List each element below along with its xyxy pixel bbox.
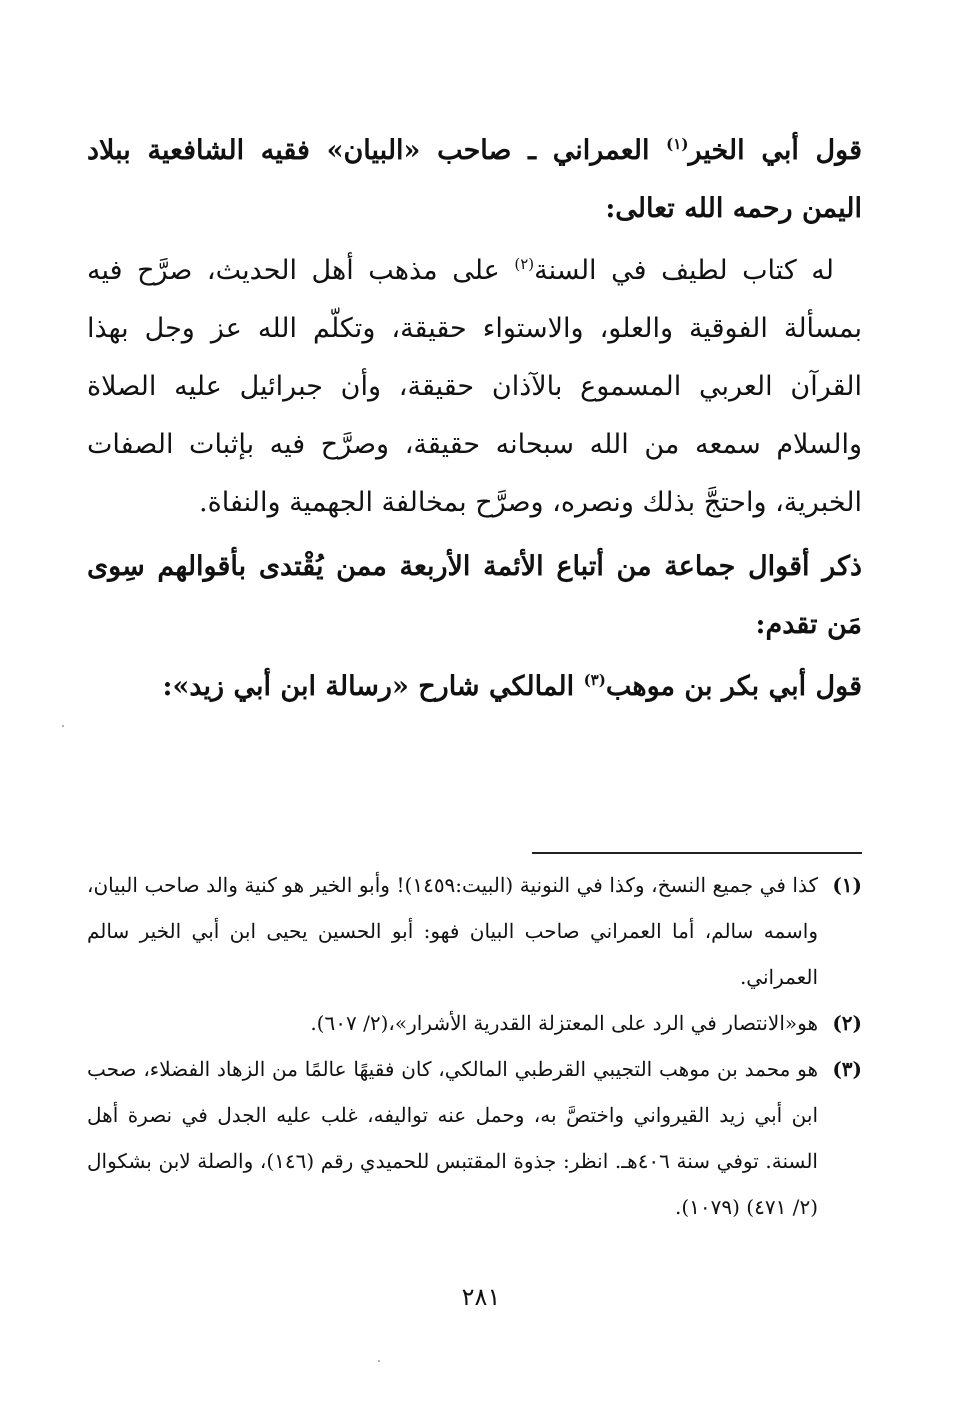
footnote-ref-1: (١): [666, 135, 689, 153]
quote-prefix: قول أبي بكر بن موهب: [605, 671, 862, 702]
paragraph-prefix: له كتاب لطيف في السنة: [534, 255, 835, 286]
footnote-text: هو محمد بن موهب التجيبي القرطبي المالكي، كان فقيهًا عالمًا من الزهاد الفضلاء، صحب ابن أبي زيد القيرواني واختصَّ به، وحمل عنه تواليفه، غلب عليه الجدل في نصرة أهل السنة. توفي سنة ٤٠٦هـ. انظر: جذوة المقتبس للحميدي رقم (١٤٦)، والصلة لابن بشكوال (٢/ ٤٧١) (١٠٧٩).: [87, 1057, 818, 1219]
footnote-number: (٣): [832, 1057, 862, 1081]
heading-rest: العمراني ـ صاحب «البيان» فقيه الشافعية ببلاد اليمن رحمه الله تعالى:: [87, 135, 862, 224]
footnote-ref-3: (٣): [583, 671, 606, 689]
footnote-1: [87, 862, 862, 1000]
heading-ibn-mawhab: [87, 658, 862, 716]
page-number: ٢٨١: [461, 1283, 501, 1311]
main-text: [87, 122, 862, 716]
footnotes: [87, 862, 862, 1230]
scan-speck: [62, 725, 64, 727]
heading-prefix: قول أبي الخير: [688, 135, 862, 166]
body-paragraph: [87, 242, 862, 532]
footnote-2: [87, 1000, 862, 1046]
footnote-divider: [532, 852, 862, 854]
quote-rest: المالكي شارح «رسالة ابن أبي زيد»:: [162, 671, 584, 702]
footnote-number: (٢): [832, 1011, 862, 1035]
footnote-text: كذا في جميع النسخ، وكذا في النونية (البيت:١٤٥٩)! وأبو الخير هو كنية والد صاحب البيان، واسمه سالم، أما العمراني صاحب البيان فهو: أبو الحسين يحيى ابن أبي الخير سالم العمراني.: [87, 873, 819, 989]
section-title: ذكر أقوال جماعة من أتباع الأئمة الأربعة ممن يُقْتدى بأقوالهم سِوى مَن تقدم:: [87, 551, 862, 640]
scan-speck: [378, 1360, 380, 1362]
footnote-ref-2: (٢): [514, 255, 535, 273]
heading-abu-al-khayr: [87, 122, 862, 238]
footnote-number: (١): [832, 873, 862, 897]
footnote-text: هو«الانتصار في الرد على المعتزلة القدرية الأشرار»،(٢/ ٦٠٧).: [310, 1011, 818, 1035]
footnote-3: [87, 1046, 862, 1230]
paragraph-rest: على مذهب أهل الحديث، صرَّح فيه بمسألة الفوقية والعلو، والاستواء حقيقة، وتكلّم الله عز وجل بهذا القرآن العربي المسموع بالآذان حقيقة، وأن جبرائيل عليه الصلاة والسلام سمعه من الله سبحانه حقيقة، وصرَّح فيه بإثبات الصفات الخبرية، واحتجَّ بذلك ونصره، وصرَّح بمخالفة الجهمية والنفاة.: [87, 255, 862, 518]
